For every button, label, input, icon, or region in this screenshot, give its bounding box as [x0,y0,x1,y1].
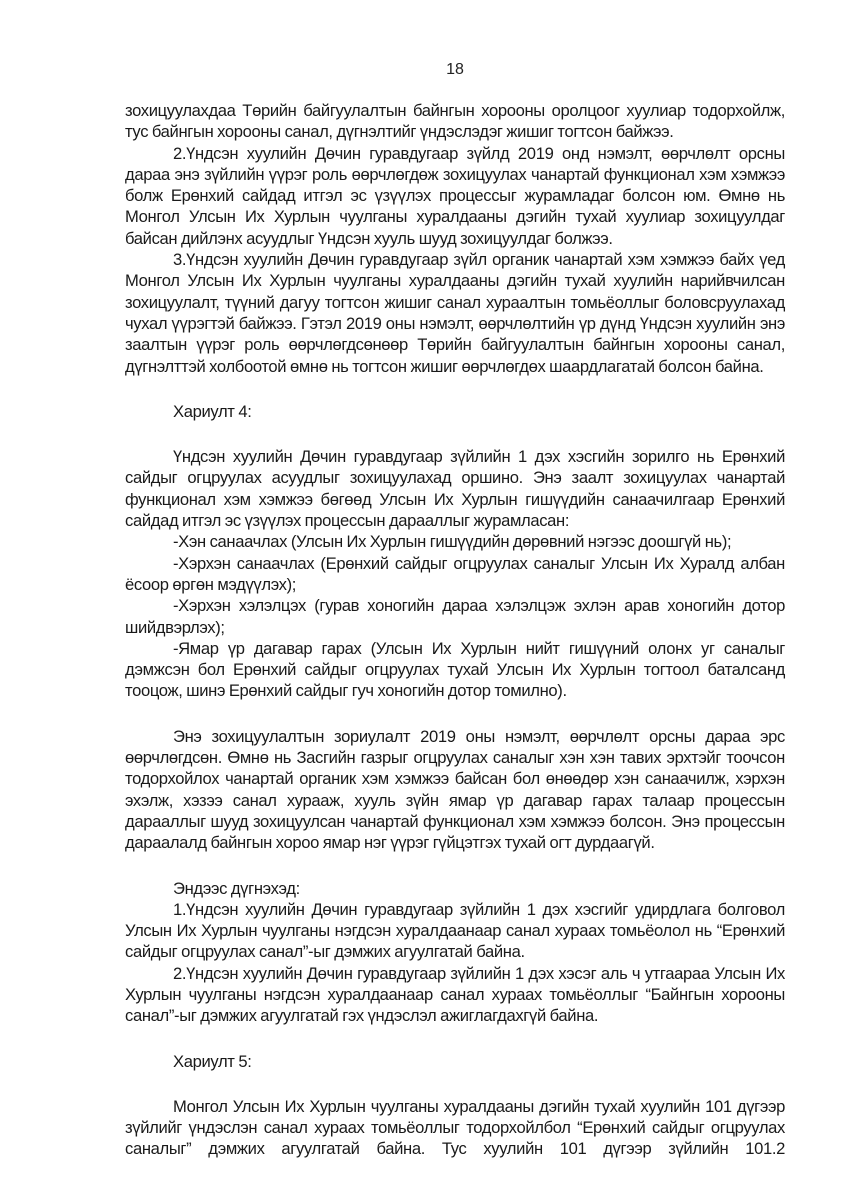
paragraph-point-3: 3.Үндсэн хуулийн Дөчин гуравдугаар зүйл органик чанартай хэм хэмжээ байх үед Монгол Улсын Их Хурлын чуулганы хуралдааны дэгийн тухай хуулийн нарийвчилсан зохицуулалт, түүний дагуу тогтсон жишиг санал хураалтын томьёоллыг боловсруулахад чухал үүрэгтэй байжээ. Гэтэл 2019 оны нэмэлт, өөрчлөлтийн үр дүнд Үндсэн хуулийн энэ заалтын үүрэг роль өөрчлөгдсөнөөр Төрийн байгуулалтын байнгын хорооны санал, дүгнэлттэй холбоотой өмнө нь тогтсон жишиг өөрчлөгдөх шаардлагатай болсон байна. [125,250,785,376]
paragraph-answer-4: Үндсэн хуулийн Дөчин гуравдугаар зүйлийн 1 дэх хэсгийн зорилго нь Ерөнхий сайдыг огцруулах асуудлыг зохицуулахад оршино. Энэ заалт зохицуулах чанартай функционал хэм хэмжээ бөгөөд Улсын Их Хурлын гишүүдийн санаачилгаар Ерөнхий сайдад итгэл эс үзүүлэх процессын дарааллыг журамласан: [125,447,785,531]
spacer [125,1072,785,1096]
conclusion-point-2: 2.Үндсэн хуулийн Дөчин гуравдугаар зүйлийн 1 дэх хэсэг аль ч утгаараа Улсын Их Хурлын чуулганы нэгдсэн хуралдаанаар санал хураах томьёоллыг “Байнгын хорооны санал”-ыг дэмжих агуулгатай гэх үндэслэл ажиглагдахгүй байна. [125,963,785,1026]
paragraph-regulation-purpose: Энэ зохицуулалтын зориулалт 2019 оны нэмэлт, өөрчлөлт орсны дараа эрс өөрчлөгдсөн. Өмнө нь Засгийн газрыг огцруулах саналыг хэн хэн тавих эрхтэйг тоочсон тодорхойлох чанартай органик хэм хэмжээ байсан бол өнөөдөр хэн санаачилж, хэрхэн эхэлж, хэзээ санал хурааж, хууль зүйн ямар үр дагавар гарах талаар процессын дарааллыг шууд зохицуулсан чанартай функционал хэм хэмжээ болсон. Энэ процессын дараалалд байнгын хороо ямар нэг үүрэг гүйцэтгэх тухай огт дурдаагүй. [125,726,785,853]
list-item-how-initiates: -Хэрхэн санаачлах (Ерөнхий сайдыг огцруулах саналыг Улсын Их Хуралд албан ёсоор өргөн мэдүүлэх); [125,553,785,594]
heading-answer-5: Хариулт 5: [173,1051,252,1071]
list-item-who-initiates: -Хэн санаачлах (Улсын Их Хурлын гишүүдийн дөрөвний нэгээс доошгүй нь); [173,532,732,552]
paragraph-intro-continuation: зохицуулахдаа Төрийн байгуулалтын байнгын хорооны оролцоог хуулиар тодорхойлж, тус байнгын хорооны санал, дүгнэлтийг үндэслэдэг жишиг тогтсон байжээ. [125,101,785,142]
spacer [125,1027,785,1051]
paragraph-answer-5: Монгол Улсын Их Хурлын чуулганы хуралдааны дэгийн тухай хуулийн 101 дүгээр зүйлийг үндэслэн санал хураах томьёоллыг тодорхойлбол “Ерөнхий сайдыг огцруулах саналыг” дэмжих агуулгатай байна. Тус хуулийн 101 дүгээр зүйлийн 101.2 [125,1096,785,1159]
spacer [125,422,785,446]
conclusion-label: Эндээс дүгнэхэд: [173,878,300,898]
paragraph-point-2: 2.Үндсэн хуулийн Дөчин гуравдугаар зүйлд 2019 онд нэмэлт, өөрчлөлт орсны дараа энэ зүйлийн үүрэг роль өөрчлөгдөж зохицуулах чанартай функционал хэм хэмжээ болж Ерөнхий сайдад итгэл эс үзүүлэх процессыг журамладаг болсон юм. Өмнө нь Монгол Улсын Их Хурлын чуулганы хуралдааны дэгийн тухай хуулиар зохицуулдаг байсан дийлэнх асуудлыг Үндсэн хууль шууд зохицуулдаг болжээ. [125,143,785,248]
spacer [125,702,785,726]
page-body [125,100,785,1160]
spacer [125,377,785,401]
page-number: 18 [446,61,464,78]
list-item-consequences: -Ямар үр дагавар гарах (Улсын Их Хурлын нийт гишүүний олонх уг саналыг дэмжсэн бол Ерөнхий сайдыг огцруулах тухай Улсын Их Хурлын тогтоол баталсанд тооцож, шинэ Ерөнхий сайдыг гуч хоногийн дотор томилно). [125,638,785,701]
list-item-how-discussed: -Хэрхэн хэлэлцэх (гурав хоногийн дараа хэлэлцэж эхлэн арав хоногийн дотор шийдвэрлэх); [125,596,785,637]
spacer [125,854,785,878]
conclusion-point-1: 1.Үндсэн хуулийн Дөчин гуравдугаар зүйлийн 1 дэх хэсгийг удирдлага болговол Улсын Их Хурлын чуулганы нэгдсэн хуралдаанаар санал хураах томьёолол нь “Ерөнхий сайдыг огцруулах санал”-ыг дэмжих агуулгатай байна. [125,899,785,962]
heading-answer-4: Хариулт 4: [173,401,252,421]
